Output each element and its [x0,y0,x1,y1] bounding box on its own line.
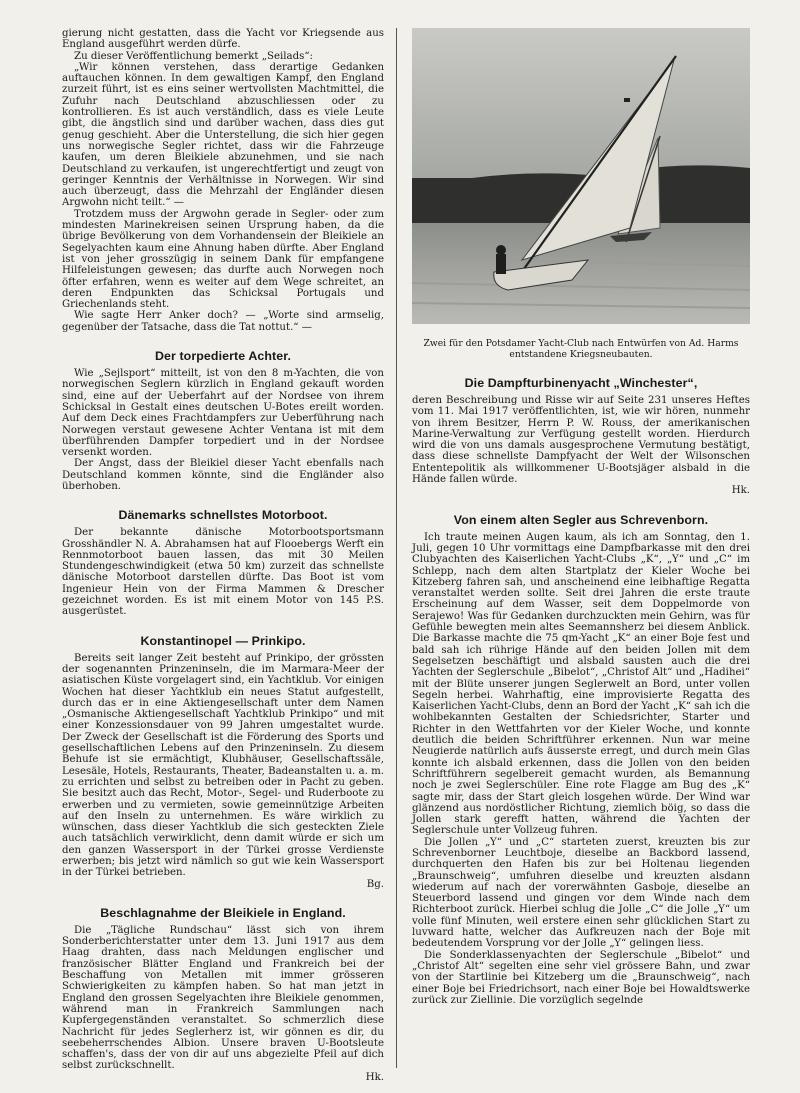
intro-paragraph: Wie sagte Herr Anker doch? — „Worte sind armselig, gegenüber der Tatsache, dass die Tat nottut.“ — [62,310,384,333]
article-paragraph: Der bekannte dänische Motorbootsportsmann Grosshändler N. A. Abrahamsen hat auf Flooebergs Werft ein Rennmotorboot bauen lassen, das mit 30 Meilen Stundengeschwindigkeit (etwa 50 km) zurzeit das schnellste dänische Motorboot darstellen dürfte. Das Boot ist vom Ingenieur Hein von der Firma Mammen & Drescher gezeichnet worden. Es ist mit einem Motor von 145 P.S. ausgerüstet. [62,527,384,618]
section-heading: Konstantinopel — Prinkipo. [140,633,306,648]
article-paragraph: Ich traute meinen Augen kaum, als ich am Sonntag, den 1. Juli, gegen 10 Uhr vormittags eine Dampfbarkasse mit den drei Clubyachten des Kaiserlichen Yacht-Clubs „K“, „Y“ und „C“ im Schlepp, nach dem alten Startplatz der Kieler Woche bei Kitzeberg fahren sah, und anscheinend eine leibhaftige Regatta veranstaltet werden sollte. Seit drei Jahren die erste traute Erscheinung auf dem Wasser, seit dem Doppelmorde von Serajewo! Was für Gedanken durchzuckten mein Gehirn, was für Gefühle bewegten mein altes Seemannsherz bei diesem Anblick. Die Barkasse machte die 75 qm-Yacht „K“ an einer Boje fest und bald sah ich rührige Hände auf den beiden Jollen mit dem Segelsetzen beschäftigt und alsbald sausten auch die drei Yachten der Seglerschule „Bibelot“, „Christof Alt“ und „Hadihei“ mit der Blüte unserer jungen Seglerwelt an Bord, unter vollen Segeln herbei. Wahrhaftig, eine improvisierte Regatta des Kaiserlichen Yacht-Clubs, denn an Bord der Yacht „K“ sah ich die wohlbekannten Gestalten der Schiedsrichter, Starter und Richter in den Wettfahrten vor der Kieler Woche, und konnte deutlich die beiden Schriftführer erkennen. Nun war meine Neugierde natürlich aufs äusserste erregt, und durch mein Glas konnte ich alsbald erkennen, dass die Jollen von den beiden Schriftführern segelbereit gemacht wurden, als Bemannung noch je zwei Seglerschüler. Eine rote Flagge am Bug des „K“ sagte mir, dass der Start gleich losgehen würde. Der Wind war glänzend aus nordöstlicher Richtung, ziemlich böig, so dass die Jollen stark gerefft hatten, während die Yachten der Seglerschule unter Vollzeug fuhren. [412,531,750,837]
article-paragraph: Bereits seit langer Zeit besteht auf Prinkipo, der grössten der sogenannten Prinzeninseln, die im Marmara-Meer der asiatischen Küste vorgelagert sind, ein Yachtklub. Vor einigen Wochen hat dieser Yachtklub ein neues Statut aufgestellt, durch das er in eine Aktiengesellschaft unter dem Namen „Osmanische Aktiengesellschaft Yachtklub Prinkipo“ und mit einer Konzessionsdauer von 99 Jahren umgestaltet wurde. Der Zweck der Gesellschaft ist die Förderung des Sports und gesellschaftlichen Lebens auf den Prinzeninseln. Zu diesem Behufe ist sie ermächtigt, Klubhäuser, Gesellschaftssäle, Lesesäle, Hotels, Restaurants, Theater, Badeanstalten u. a. m. zu errichten und selbst zu betreiben oder in Pacht zu geben. Sie besitzt auch das Recht, Motor-, Segel- und Ruderboote zu erwerben und zu vermieten, sowie gemeinnützige Arbeiten auf den Inseln zu unternehmen. Es wäre wirklich zu wünschen, dass dieser Yachtklub die sich gesteckten Ziele auch tatsächlich verwirklicht, denn damit würde er sich um den ganzen Wassersport in der Türkei grosse Verdienste erwerben; bis jetzt wird nämlich so gut wie kein Wassersport in der Türkei betrieben. [62,652,384,879]
article-paragraph: Wie „Sejlsport“ mitteilt, ist von den 8 m-Yachten, die von norwegischen Seglern kürzlich in England gekauft worden sind, eine auf der Ueberfahrt auf der Nordsee von ihrem Schicksal in Gestalt eines deutschen U-Botes ereilt worden. Auf dem Deck eines Frachtdampfers zur Ueberführung nach Norwegen verstaut gewesene Achter Ventana ist mit dem überführenden Dampfer torpediert und in der Nordsee versenkt worden. [62,368,384,459]
author-signature: Bg. [366,878,384,890]
article-paragraph: Die „Tägliche Rundschau“ lässt sich von ihrem Sonderberichterstatter unter dem 13. Juni 1917 aus dem Haag drahten, dass nach Meldungen englischer und französischer Blätter England und Frankreich bei der Beschaffung von Metallen mit immer grösseren Schwierigkeiten zu kämpfen haben. So hat man jetzt in England den grossen Segelyachten ihre Bleikiele genommen, während man in Frankreich Sammlungen nach Kupfergegenständen veranstaltet. So schmerzlich diese Nachricht für jedes Seglerherz ist, wir gönnen es dir, du seebeherrschendes Albion. Unsere braven U-Bootsleute schaffen's, dass der von dir auf uns abgezielte Pfeil auf dich selbst zurückschnellt. [62,924,384,1072]
intro-paragraph: gierung nicht gestatten, dass die Yacht vor Kriegsende aus England ausgeführt werden dürfe. [62,28,384,51]
section-heading: Dänemarks schnellstes Motorboot. [118,508,328,523]
author-signature: Hk. [731,485,750,497]
column-divider [396,28,397,1068]
author-signature: Hk. [365,1071,384,1083]
section-heading: Von einem alten Segler aus Schrevenborn. [453,512,709,527]
section-heading: Die Dampfturbinenyacht „Winchester“, [464,376,698,390]
left-column [62,28,384,1083]
sailing-yachts-photo [412,28,750,324]
article-paragraph: Die Jollen „Y“ und „C“ starteten zuerst, kreuzten bis zur Schrevenborner Leuchtboje, dieselbe an Backbord lassend, durchquerten den Hafen bis zur bei Holtenau liegenden „Braunschweig“, umfuhren dieselbe und kreuzten alsdann wiederum auf nach der vorerwähnten Gasboje, dieselbe an Steuerbord lassend und gingen vor dem Winde nach dem Richterboot zurück. Hierbei schlug die Jolle „C“ die Jolle „Y“ um volle fünf Minuten, weil erstere einen sehr glücklichen Start zu luvward hatte, welcher das Aufkreuzen nach der Boje mit bedeutendem Vorsprung vor der Jolle „Y“ gelingen liess. [412,836,750,950]
section-heading: Beschlagnahme der Bleikiele in England. [100,905,346,920]
sailboat-illustration [412,28,750,324]
photo-caption: Zwei für den Potsdamer Yacht-Club nach Entwürfen von Ad. Harms entstandene Kriegsneubauten. [423,338,739,360]
intro-paragraph: Zu dieser Veröffentlichung bemerkt „Seilads“: [74,50,313,62]
article-paragraph: deren Beschreibung und Risse wir auf Seite 231 unseres Heftes vom 11. Mai 1917 veröffentlichten, ist, wie wir hören, nunmehr von ihrem Besitzer, Herrn P. W. Rouss, der amerikanischen Marine-Verwaltung zur Verfügung gestellt worden. Hierdurch wird die von uns damals ausgesprochene Vermutung bestätigt, dass diese schnellste Dampfyacht der Welt der Wilsonschen Ententepolitik als willkommener U-Bootsjäger alsbald in die Hände fallen würde. [412,395,750,486]
intro-paragraph: „Wir können verstehen, dass derartige Gedanken auftauchen können. In dem gewaltigen Kampf, den England zurzeit führt, ist es eins seiner wertvollsten Machtmittel, die Zufuhr nach Deutschland abzuschliessen oder zu kontrollieren. Es ist auch verständlich, dass es viele Leute gibt, die ängstlich sind und darüber wachen, dass dies gut genug geschieht. Aber die Unterstellung, die sich hier gegen uns norwegische Segler richtet, dass wir die Fahrzeuge kaufen, um deren Bleikiele abzunehmen, und sie nach Deutschland zu verkaufen, ist ungerechtfertigt und zeugt von geringer Kenntnis der Verhältnisse in Norwegen. Wir sind auch überzeugt, dass die Mehrzahl der Engländer diesen Argwohn nicht teilt.“ — [62,61,384,209]
right-column [412,28,750,1006]
intro-paragraph: Trotzdem muss der Argwohn gerade in Segler- oder zum mindesten Marinekreisen seinen Ursprung haben, da die übrige Bevölkerung von dem Vorhandensein der Bleikiele an Segelyachten kaum eine Ahnung haben dürfte. Aber England ist von jeher grosszügig in seinem Dank für empfangene Hilfeleistungen gewesen; das durfte auch Norwegen noch öfter erfahren, wenn es weiter auf dem Wege schreitet, an deren Endpunkten das Schicksal Portugals und Griechenlands steht. [62,208,384,311]
article-paragraph: Der Angst, dass der Bleikiel dieser Yacht ebenfalls nach Deutschland kommen könnte, sind die Engländer also überhoben. [62,458,384,492]
article-paragraph: Die Sonderklassenyachten der Seglerschule „Bibelot“ und „Christof Alt“ segelten eine sehr viel grössere Bahn, und zwar von der Startlinie bei Kitzeberg um die „Braunschweig“, nach einer Boje bei Friedrichsort, nach einer Boje bei Howaldtswerke zurück zur Ziellinie. Die vorzüglich segelnde [412,949,750,1006]
section-heading: Der torpedierte Achter. [154,349,292,364]
